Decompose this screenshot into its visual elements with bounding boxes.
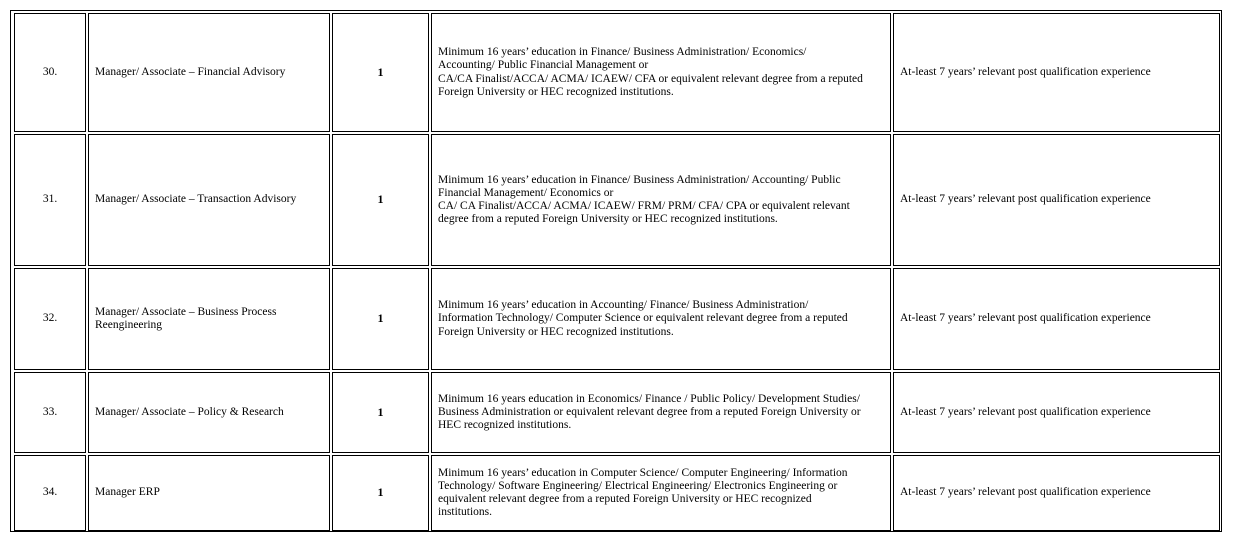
experience-requirement: At-least 7 years’ relevant post qualification experience	[893, 268, 1220, 370]
education-requirement: Minimum 16 years’ education in Computer Science/ Computer Engineering/ Information Technology/ Software Engineering/ Electrical Engineering/ Electronics Engineering or equivalent relevant degree from a reputed Foreign University or HEC recognized institutions.	[431, 455, 891, 531]
experience-requirement: At-least 7 years’ relevant post qualification experience	[893, 372, 1220, 453]
positions-table	[10, 10, 1222, 532]
position-title: Manager/ Associate – Transaction Advisory	[88, 134, 330, 266]
position-title: Manager ERP	[88, 455, 330, 531]
row-number: 34.	[14, 455, 86, 531]
table-row	[11, 370, 1221, 453]
table-row	[11, 266, 1221, 370]
position-count: 1	[332, 455, 429, 531]
education-requirement: Minimum 16 years’ education in Finance/ Business Administration/ Accounting/ Public Financial Management/ Economics or CA/ CA Finalist/ACCA/ ACMA/ ICAEW/ FRM/ PRM/ CFA/ CPA or equivalent relevant degree from a reputed Foreign University or HEC recognized institutions.	[431, 134, 891, 266]
position-title: Manager/ Associate – Business Process Reengineering	[88, 268, 330, 370]
education-requirement: Minimum 16 years’ education in Finance/ Business Administration/ Economics/ Accounting/ Public Financial Management or CA/CA Finalist/ACCA/ ACMA/ ICAEW/ CFA or equivalent relevant degree from a reputed Foreign University or HEC recognized institutions.	[431, 13, 891, 132]
row-number: 30.	[14, 13, 86, 132]
experience-requirement: At-least 7 years’ relevant post qualification experience	[893, 13, 1220, 132]
experience-requirement: At-least 7 years’ relevant post qualification experience	[893, 455, 1220, 531]
table-row	[11, 453, 1221, 531]
education-requirement: Minimum 16 years’ education in Accounting/ Finance/ Business Administration/ Information Technology/ Computer Science or equivalent relevant degree from a reputed Foreign University or HEC recognized institutions.	[431, 268, 891, 370]
position-title: Manager/ Associate – Policy & Research	[88, 372, 330, 453]
table-row	[11, 132, 1221, 266]
position-count: 1	[332, 134, 429, 266]
row-number: 33.	[14, 372, 86, 453]
position-title: Manager/ Associate – Financial Advisory	[88, 13, 330, 132]
position-count: 1	[332, 13, 429, 132]
table-row	[11, 11, 1221, 132]
position-count: 1	[332, 372, 429, 453]
education-requirement: Minimum 16 years education in Economics/ Finance / Public Policy/ Development Studies/ Business Administration or equivalent relevant degree from a reputed Foreign University or HEC recognized institutions.	[431, 372, 891, 453]
position-count: 1	[332, 268, 429, 370]
row-number: 32.	[14, 268, 86, 370]
row-number: 31.	[14, 134, 86, 266]
experience-requirement: At-least 7 years’ relevant post qualification experience	[893, 134, 1220, 266]
